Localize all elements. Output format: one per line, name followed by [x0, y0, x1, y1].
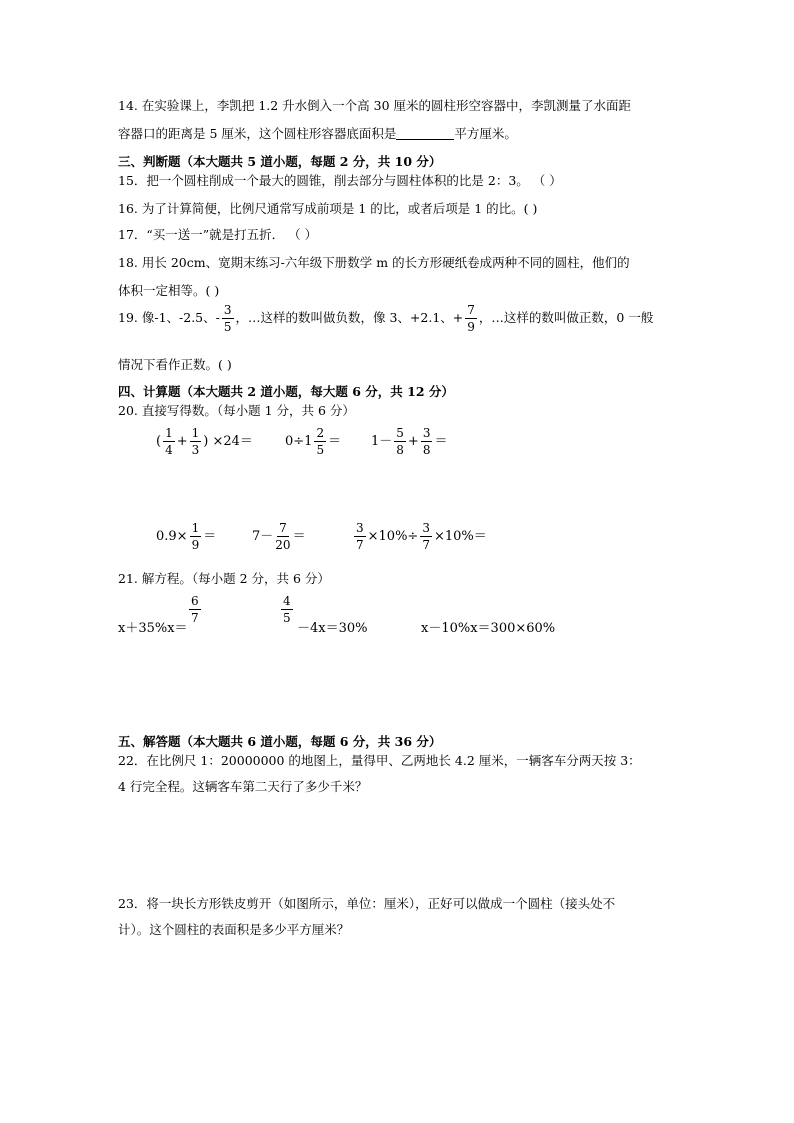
q16: 16. 为了计算简便，比例尺通常写成前项是 1 的比，或者后项是 1 的比。( ) — [118, 201, 538, 216]
denominator: 9 — [191, 538, 200, 552]
q19-text-c: ，…这样的数叫做正数，0 一般 — [478, 310, 654, 325]
plus: + — [176, 434, 188, 449]
numerator: 1 — [165, 426, 173, 440]
numerator: 3 — [223, 303, 232, 317]
numerator: 3 — [356, 521, 364, 535]
expr-tail: ＝ — [203, 529, 217, 544]
expr-head: 7－ — [252, 529, 274, 544]
numerator: 1 — [191, 521, 200, 535]
expr-head: 0÷1 — [285, 434, 313, 449]
q14-line2-text: 容器口的距离是 5 厘米，这个圆柱形容器底面积是 — [118, 126, 397, 141]
fraction — [190, 427, 202, 456]
denominator: 9 — [467, 320, 475, 334]
q22-line1: 22．在比例尺 1：20000000 的地图上，量得甲、乙两地长 4.2 厘米，一辆客车分两天按 3： — [118, 753, 641, 768]
equation-3: x－10%x＝300×60% — [421, 621, 556, 636]
denominator: 20 — [275, 538, 291, 552]
numerator: 2 — [316, 426, 325, 440]
denominator: 5 — [283, 611, 291, 625]
fraction — [190, 522, 202, 551]
calc-expr-6 — [352, 522, 487, 551]
q19-line1 — [118, 304, 653, 333]
q15: 15．把一个圆柱削成一个最大的圆锥，削去部分与圆柱体积的比是 2：3。 （ ） — [118, 173, 562, 188]
numerator: 4 — [283, 594, 291, 608]
q14-line2-unit: 平方厘米。 — [454, 126, 517, 141]
denominator: 5 — [316, 443, 325, 457]
numerator: 5 — [396, 426, 404, 440]
q17: 17．“买一送一”就是打五折． （ ） — [118, 227, 318, 242]
q14-line1: 14. 在实验课上，李凯把 1.2 升水倒入一个高 30 厘米的圆柱形空容器中，李凯测量了水面距 — [118, 98, 632, 113]
denominator: 4 — [165, 443, 173, 457]
calc-expr-1 — [156, 427, 253, 456]
q19-text-a: 19. 像-1、-2.5、- — [118, 310, 220, 325]
q23-line2: 计）。这个圆柱的表面积是多少平方厘米？ — [118, 922, 350, 937]
q19-text-b: ，…这样的数叫做负数，像 3、+2.1、+ — [235, 310, 464, 325]
expr-tail: ) ×24＝ — [203, 434, 253, 449]
denominator: 7 — [356, 538, 364, 552]
fraction — [281, 595, 293, 624]
plus: + — [407, 434, 419, 449]
denominator: 7 — [422, 538, 430, 552]
fraction — [354, 522, 366, 551]
fraction — [163, 427, 175, 456]
numerator: 3 — [422, 426, 431, 440]
fraction — [394, 427, 406, 456]
q19-fraction-1 — [222, 304, 234, 333]
numerator: 3 — [422, 521, 430, 535]
equation-2-tail: －4x＝30% — [297, 621, 368, 636]
calc-expr-2 — [285, 427, 341, 456]
q18-line2: 体积一定相等。( ) — [118, 283, 220, 298]
numerator: 1 — [191, 426, 200, 440]
section5-heading: 五、解答题（本大题共 6 道小题，每题 6 分，共 36 分） — [118, 734, 442, 749]
calc-expr-5 — [252, 522, 306, 551]
equation-1-fraction — [187, 595, 203, 624]
denominator: 8 — [396, 443, 404, 457]
denominator: 3 — [191, 443, 200, 457]
calc-expr-3 — [371, 427, 447, 456]
expr-head: 1－ — [371, 434, 393, 449]
q20: 20. 直接写得数。（每小题 1 分，共 6 分） — [118, 403, 355, 418]
expr-mid: ×10%÷ — [367, 529, 419, 544]
section3-heading: 三、判断题（本大题共 5 道小题，每题 2 分，共 10 分） — [118, 154, 442, 169]
fraction — [275, 522, 290, 551]
q14-line2 — [118, 124, 517, 142]
equation-1-head: x＋35%x＝ — [118, 621, 188, 636]
fraction — [189, 595, 201, 624]
fraction — [421, 427, 433, 456]
calc-expr-4 — [156, 522, 216, 551]
q18-line1: 18. 用长 20cm、宽期末练习-六年级下册数学 m 的长方形硬纸卷成两种不同的圆柱，他们的 — [118, 255, 630, 270]
equation-2-fraction — [279, 595, 295, 624]
expr-tail: ＝ — [434, 434, 448, 449]
q21: 21. 解方程。（每小题 2 分，共 6 分） — [118, 571, 330, 586]
expr-head: 0.9× — [156, 529, 188, 544]
denominator: 5 — [223, 320, 232, 334]
q19-fraction-2 — [465, 304, 477, 333]
expr-tail: ＝ — [328, 434, 342, 449]
numerator: 7 — [467, 303, 475, 317]
expr-tail: ＝ — [292, 529, 306, 544]
fraction — [314, 427, 326, 456]
q23-line1: 23．将一块长方形铁皮剪开（如图所示，单位：厘米），正好可以做成一个圆柱（接头处不 — [118, 896, 616, 911]
paren: ( — [156, 434, 162, 449]
numerator: 6 — [191, 594, 199, 608]
answer-blank[interactable] — [396, 127, 454, 140]
expr-tail: ×10%＝ — [433, 529, 487, 544]
q22-line2: 4 行完全程。这辆客车第二天行了多少千米？ — [118, 779, 368, 794]
numerator: 7 — [279, 521, 287, 535]
section4-heading: 四、计算题（本大题共 2 道小题，每大题 6 分，共 12 分） — [118, 384, 454, 399]
fraction — [420, 522, 432, 551]
denominator: 7 — [191, 611, 199, 625]
q19-line2: 情况下看作正数。( ) — [118, 357, 232, 372]
denominator: 8 — [422, 443, 431, 457]
